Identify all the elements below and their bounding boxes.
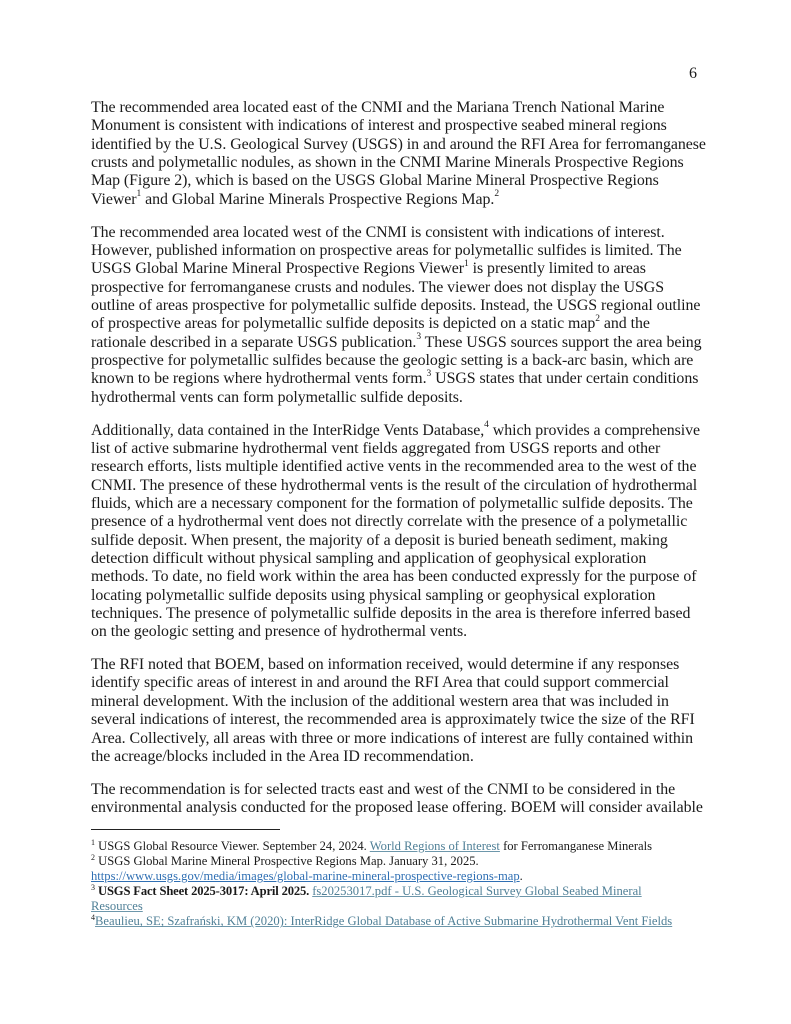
footnote-2-text: USGS Global Marine Mineral Prospective Regions Map. January 31, 2025.: [95, 854, 479, 869]
text-segment: The recommendation is for selected tracts east and west of the CNMI to be considered in the: [91, 780, 676, 798]
page-number: 6: [689, 65, 697, 82]
usgs-fact-sheet-link-continued[interactable]: Resources: [91, 899, 143, 914]
footnote-reference: 1: [464, 258, 469, 269]
text-line: [91, 99, 711, 117]
text-line: [91, 297, 711, 315]
footnote-3: [91, 884, 711, 899]
text-line: [91, 656, 711, 674]
footnote-2-mark: 2: [91, 852, 95, 862]
text-segment: identified by the U.S. Geological Survey (USGS) in and around the RFI Area for ferromanganese: [91, 135, 706, 153]
text-line: [91, 172, 711, 190]
footnote-reference: 3: [416, 332, 422, 343]
footnotes: [91, 839, 711, 930]
text-line: [91, 674, 711, 692]
text-line: [91, 513, 711, 531]
text-segment: environmental analysis conducted for the proposed lease offering. BOEM will consider available: [91, 799, 703, 817]
text-segment: USGS states that under certain conditions: [431, 370, 699, 388]
text-segment: techniques. The presence of polymetallic sulfide deposits in the area is therefore inferred based: [91, 604, 691, 622]
footnote-2-url-line: [91, 869, 711, 884]
world-regions-of-interest-link[interactable]: World Regions of Interest: [369, 839, 500, 853]
footnote-2: [91, 854, 711, 869]
text-segment: of prospective areas for polymetallic sulfide deposits is depicted on a static map: [91, 315, 596, 333]
text-segment: sulfide deposit. When present, the majority of a deposit is buried beneath sediment, making: [91, 531, 668, 549]
usgs-prospective-regions-map-link[interactable]: https://www.usgs.gov/media/images/global-marine-mineral-prospective-regions-map: [91, 869, 520, 884]
text-segment: Viewer: [91, 190, 137, 208]
text-line: [91, 693, 711, 711]
text-segment: and Global Marine Minerals Prospective Regions Map.: [141, 190, 495, 208]
body-text: [91, 99, 711, 832]
text-segment: the acreage/blocks included in the Area ID recommendation.: [91, 747, 474, 765]
text-segment: Area. Collectively, all areas with three or more indications of interest are fully contained within: [91, 729, 694, 747]
text-line: [91, 748, 711, 766]
text-line: [91, 799, 711, 817]
text-line: [91, 550, 711, 568]
text-line: [91, 495, 711, 513]
text-line: [91, 587, 711, 605]
text-segment: and the: [599, 315, 650, 333]
footnote-3-continued: [91, 899, 711, 914]
text-line: [91, 458, 711, 476]
paragraph: [91, 422, 711, 642]
text-line: [91, 440, 711, 458]
text-segment: locating polymetallic sulfide deposits using physical sampling or geophysical exploration: [91, 586, 656, 604]
text-line: [91, 260, 711, 278]
text-line: [91, 568, 711, 586]
text-line: [91, 605, 711, 623]
text-segment: Map (Figure 2), which is based on the USGS Global Marine Mineral Prospective Regions: [91, 172, 659, 190]
text-segment: The recommended area located west of the CNMI is consistent with indications of interest.: [91, 223, 665, 241]
text-line: [91, 781, 711, 799]
paragraph: [91, 781, 711, 818]
usgs-fact-sheet-link[interactable]: fs20253017.pdf - U.S. Geological Survey Global Seabed Mineral: [312, 884, 642, 899]
text-segment: prospective for ferromanganese crusts and nodules. The viewer does not display the USGS: [91, 278, 665, 296]
text-line: [91, 279, 711, 297]
footnote-4: [91, 914, 711, 929]
interridge-database-link[interactable]: Beaulieu, SE; Szafrański, KM (2020): InterRidge Global Database of Active Submarine Hydrothermal Vent Fields: [95, 914, 673, 929]
text-segment: rationale described in a separate USGS publication.: [91, 333, 417, 351]
text-segment: crusts and polymetallic nodules, as shown in the CNMI Marine Minerals Prospective Regions: [91, 154, 684, 172]
footnote-2-url-suffix: .: [519, 869, 523, 884]
paragraph: [91, 99, 711, 209]
text-segment: These USGS sources support the area being: [421, 333, 702, 351]
text-line: [91, 389, 711, 407]
text-segment: However, published information on prospective areas for polymetallic sulfides is limited. The: [91, 241, 682, 259]
text-segment: Additionally, data contained in the InterRidge Vents Database,: [91, 421, 485, 439]
text-segment: is presently limited to areas: [468, 260, 646, 278]
paragraph: [91, 224, 711, 407]
footnote-3-text: USGS Fact Sheet 2025-3017: April 2025.: [95, 884, 313, 899]
text-line: [91, 422, 711, 440]
text-segment: research efforts, lists multiple identified active vents in the recommended area to the west of the: [91, 458, 697, 476]
text-segment: CNMI. The presence of these hydrothermal vents is the result of the circulation of hydrothermal: [91, 476, 698, 494]
text-line: [91, 191, 711, 209]
text-line: [91, 623, 711, 641]
text-segment: several indications of interest, the recommended area is approximately twice the size of the RFI: [91, 711, 695, 729]
text-line: [91, 370, 711, 388]
text-line: [91, 711, 711, 729]
text-line: [91, 224, 711, 242]
text-line: [91, 477, 711, 495]
text-segment: USGS Global Marine Mineral Prospective Regions Viewer: [91, 260, 464, 278]
footnote-reference: 2: [595, 313, 600, 324]
text-segment: known to be regions where hydrothermal vents form.: [91, 370, 427, 388]
text-line: [91, 730, 711, 748]
footnote-reference: 4: [484, 420, 489, 431]
text-line: [91, 334, 711, 352]
text-segment: hydrothermal vents can form polymetallic sulfide deposits.: [91, 388, 463, 406]
text-segment: The RFI noted that BOEM, based on information received, would determine if any responses: [91, 656, 680, 674]
footnote-reference: 1: [136, 189, 142, 200]
text-segment: detection difficult without physical sampling and application of geophysical exploration: [91, 549, 647, 567]
text-segment: prospective for polymetallic sulfides because the geologic setting is a back-arc basin, which are: [91, 351, 694, 369]
footnote-1-text-after: for Ferromanganese Minerals: [499, 839, 653, 853]
text-segment: which provides a comprehensive: [488, 421, 701, 439]
paragraph: [91, 656, 711, 766]
text-segment: list of active submarine hydrothermal vent fields aggregated from USGS reports and other: [91, 439, 661, 457]
text-segment: fluids, which are a necessary component for the formation of polymetallic sulfide deposits. The: [91, 494, 693, 512]
footnote-reference: 3: [426, 369, 432, 380]
footnote-4-mark: 4: [91, 913, 95, 923]
text-line: [91, 117, 711, 135]
text-segment: methods. To date, no field work within the area has been conducted expressly for the purpose of: [91, 568, 697, 586]
text-line: [91, 532, 711, 550]
text-segment: presence of a hydrothermal vent does not directly correlate with the presence of a polymetallic: [91, 513, 688, 531]
footnote-reference: 2: [494, 189, 500, 200]
footnote-1-text: USGS Global Resource Viewer. September 24, 2024.: [95, 839, 370, 853]
text-segment: The recommended area located east of the CNMI and the Mariana Trench National Marine: [91, 99, 665, 116]
footnote-1-mark: 1: [91, 837, 95, 847]
text-segment: Monument is consistent with indications of interest and prospective seabed mineral regions: [91, 117, 667, 135]
footnote-separator: [91, 829, 280, 830]
text-line: [91, 136, 711, 154]
text-line: [91, 242, 711, 260]
text-segment: mineral development. With the inclusion of the additional western area that was included in: [91, 692, 669, 710]
footnote-3-mark: 3: [91, 883, 95, 893]
text-line: [91, 352, 711, 370]
text-segment: outline of areas prospective for polymetallic sulfide deposits. Instead, the USGS regional outline: [91, 296, 701, 314]
footnote-1: [91, 839, 711, 854]
text-segment: identify specific areas of interest in and around the RFI Area that could support commercial: [91, 674, 669, 692]
text-segment: on the geologic setting and presence of hydrothermal vents.: [91, 623, 468, 641]
text-line: [91, 315, 711, 333]
text-line: [91, 154, 711, 172]
